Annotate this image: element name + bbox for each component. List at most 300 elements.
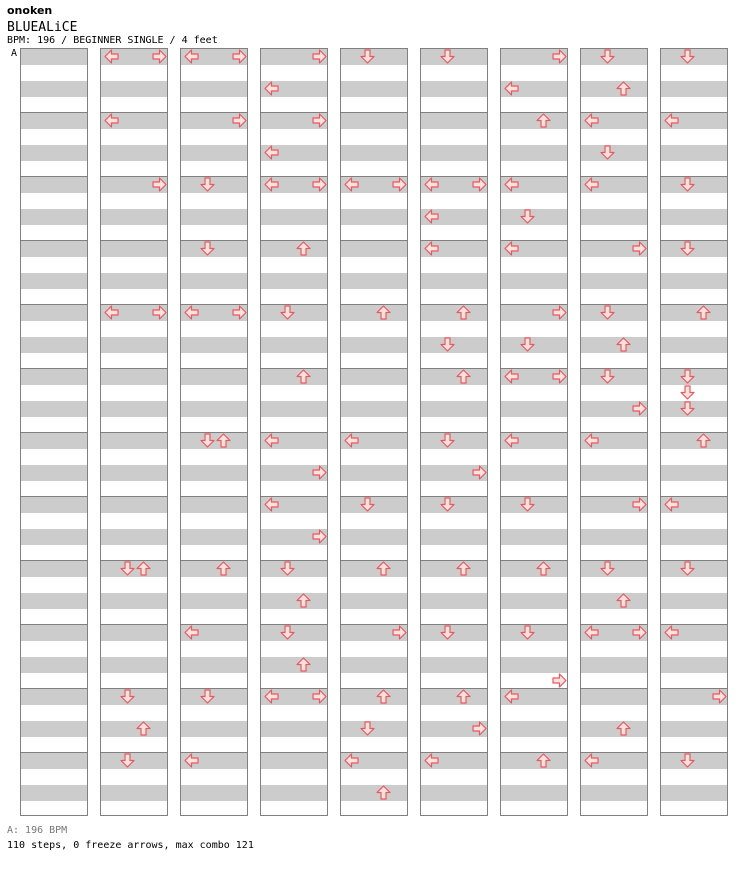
step-arrow-up-icon — [616, 81, 631, 96]
step-arrow-down-icon — [680, 753, 695, 768]
step-arrow-down-icon — [440, 497, 455, 512]
step-arrow-right-icon — [552, 369, 567, 384]
beat-band — [21, 625, 88, 641]
beat-band — [421, 145, 488, 161]
beat-band — [341, 785, 408, 801]
step-arrow-left-icon — [504, 241, 519, 256]
step-arrow-right-icon — [152, 177, 167, 192]
step-arrow-up-icon — [616, 593, 631, 608]
measure-line — [661, 304, 728, 305]
measure-line — [421, 112, 488, 113]
step-arrow-right-icon — [312, 529, 327, 544]
measure-line — [501, 752, 568, 753]
beat-band — [181, 145, 248, 161]
step-arrow-left-icon — [424, 209, 439, 224]
step-arrow-right-icon — [472, 721, 487, 736]
measure-line — [101, 432, 168, 433]
step-arrow-left-icon — [264, 433, 279, 448]
step-arrow-down-icon — [280, 561, 295, 576]
beat-band — [101, 145, 168, 161]
beat-band — [581, 657, 648, 673]
beat-band — [181, 657, 248, 673]
beat-band — [581, 529, 648, 545]
beat-band — [341, 81, 408, 97]
chart-column — [20, 48, 88, 816]
step-arrow-up-icon — [136, 561, 151, 576]
beat-band — [341, 369, 408, 385]
step-arrow-left-icon — [664, 113, 679, 128]
measure-line — [421, 688, 488, 689]
beat-band — [421, 689, 488, 705]
beat-band — [261, 369, 328, 385]
beat-band — [101, 785, 168, 801]
beat-band — [101, 433, 168, 449]
step-arrow-left-icon — [344, 433, 359, 448]
beat-band — [21, 401, 88, 417]
step-arrow-left-icon — [584, 753, 599, 768]
step-arrow-right-icon — [232, 305, 247, 320]
beat-band — [421, 113, 488, 129]
beat-band — [181, 529, 248, 545]
step-arrow-right-icon — [632, 241, 647, 256]
step-arrow-up-icon — [456, 305, 471, 320]
step-arrow-right-icon — [312, 49, 327, 64]
beat-band — [341, 241, 408, 257]
measure-line — [21, 432, 88, 433]
step-arrow-left-icon — [424, 177, 439, 192]
beat-band — [341, 657, 408, 673]
beat-band — [21, 529, 88, 545]
step-arrow-left-icon — [264, 689, 279, 704]
beat-band — [21, 561, 88, 577]
beat-band — [661, 465, 728, 481]
step-arrow-left-icon — [584, 177, 599, 192]
measure-line — [501, 560, 568, 561]
chart-info: BPM: 196 / BEGINNER SINGLE / 4 feet — [7, 35, 218, 46]
step-arrow-up-icon — [376, 785, 391, 800]
beat-band — [661, 337, 728, 353]
beat-band — [101, 593, 168, 609]
step-arrow-down-icon — [520, 209, 535, 224]
step-arrow-left-icon — [424, 753, 439, 768]
measure-line — [21, 624, 88, 625]
step-arrow-left-icon — [344, 753, 359, 768]
beat-band — [341, 593, 408, 609]
beat-band — [21, 721, 88, 737]
step-arrow-right-icon — [632, 497, 647, 512]
beat-band — [341, 113, 408, 129]
step-arrow-up-icon — [376, 689, 391, 704]
beat-band — [21, 433, 88, 449]
measure-line — [421, 304, 488, 305]
step-arrow-left-icon — [344, 177, 359, 192]
step-arrow-up-icon — [296, 657, 311, 672]
beat-band — [21, 689, 88, 705]
beat-band — [261, 241, 328, 257]
step-arrow-down-icon — [120, 689, 135, 704]
step-arrow-left-icon — [584, 433, 599, 448]
beat-band — [21, 177, 88, 193]
beat-band — [21, 369, 88, 385]
beat-band — [421, 561, 488, 577]
beat-band — [661, 209, 728, 225]
step-arrow-left-icon — [504, 369, 519, 384]
measure-line — [421, 560, 488, 561]
beat-band — [581, 593, 648, 609]
measure-line — [421, 368, 488, 369]
measure-line — [261, 240, 328, 241]
step-arrow-right-icon — [552, 673, 567, 688]
step-arrow-down-icon — [440, 433, 455, 448]
step-arrow-up-icon — [616, 337, 631, 352]
step-arrow-left-icon — [264, 145, 279, 160]
chart-column — [420, 48, 488, 816]
measure-line — [21, 240, 88, 241]
beat-band — [341, 689, 408, 705]
chart-column — [500, 48, 568, 816]
beat-band — [501, 657, 568, 673]
beat-band — [501, 785, 568, 801]
step-arrow-left-icon — [184, 753, 199, 768]
measure-line — [101, 624, 168, 625]
beat-band — [261, 593, 328, 609]
measure-line — [101, 368, 168, 369]
beat-band — [421, 305, 488, 321]
beat-band — [661, 273, 728, 289]
step-arrow-up-icon — [296, 593, 311, 608]
beat-band — [421, 529, 488, 545]
step-arrow-down-icon — [600, 145, 615, 160]
chart-column — [340, 48, 408, 816]
beat-band — [181, 561, 248, 577]
beat-band — [261, 209, 328, 225]
beat-band — [181, 209, 248, 225]
beat-band — [181, 81, 248, 97]
step-arrow-down-icon — [360, 49, 375, 64]
beat-band — [581, 721, 648, 737]
step-arrow-up-icon — [696, 305, 711, 320]
step-arrow-right-icon — [312, 177, 327, 192]
beat-band — [501, 273, 568, 289]
step-arrow-down-icon — [440, 625, 455, 640]
step-arrow-left-icon — [504, 689, 519, 704]
beat-band — [21, 113, 88, 129]
chart-column — [100, 48, 168, 816]
step-arrow-right-icon — [632, 625, 647, 640]
bpm-legend: A: 196 BPM — [7, 825, 68, 836]
measure-line — [101, 496, 168, 497]
measure-line — [261, 368, 328, 369]
measure-line — [21, 304, 88, 305]
step-arrow-left-icon — [504, 177, 519, 192]
step-arrow-right-icon — [472, 177, 487, 192]
beat-band — [341, 465, 408, 481]
step-arrow-down-icon — [280, 625, 295, 640]
beat-band — [101, 369, 168, 385]
step-arrow-down-icon — [200, 689, 215, 704]
beat-band — [181, 273, 248, 289]
beat-band — [181, 721, 248, 737]
measure-line — [341, 688, 408, 689]
step-arrow-right-icon — [712, 689, 727, 704]
measure-line — [21, 496, 88, 497]
beat-band — [661, 593, 728, 609]
measure-line — [341, 368, 408, 369]
beat-band — [21, 497, 88, 513]
beat-band — [261, 337, 328, 353]
beat-band — [261, 753, 328, 769]
bpm-marker: A — [11, 48, 18, 59]
step-arrow-down-icon — [120, 753, 135, 768]
step-arrow-right-icon — [232, 49, 247, 64]
step-arrow-down-icon — [680, 49, 695, 64]
step-arrow-right-icon — [232, 113, 247, 128]
beat-band — [501, 593, 568, 609]
beat-band — [501, 529, 568, 545]
step-arrow-left-icon — [184, 49, 199, 64]
step-arrow-up-icon — [696, 433, 711, 448]
measure-line — [341, 112, 408, 113]
beat-band — [181, 593, 248, 609]
measure-line — [101, 240, 168, 241]
step-arrow-right-icon — [312, 689, 327, 704]
beat-band — [341, 305, 408, 321]
beat-band — [21, 593, 88, 609]
step-arrow-up-icon — [456, 369, 471, 384]
measure-line — [21, 560, 88, 561]
step-arrow-left-icon — [264, 81, 279, 96]
beat-band — [21, 81, 88, 97]
beat-band — [101, 497, 168, 513]
beat-band — [661, 81, 728, 97]
step-arrow-left-icon — [664, 497, 679, 512]
step-arrow-down-icon — [520, 625, 535, 640]
beat-band — [21, 209, 88, 225]
beat-band — [501, 465, 568, 481]
step-arrow-down-icon — [680, 385, 695, 400]
beat-band — [421, 81, 488, 97]
beat-band — [21, 145, 88, 161]
beat-band — [341, 273, 408, 289]
step-arrow-down-icon — [440, 49, 455, 64]
measure-line — [181, 560, 248, 561]
beat-band — [101, 81, 168, 97]
beat-band — [261, 721, 328, 737]
step-arrow-left-icon — [104, 113, 119, 128]
step-arrow-right-icon — [152, 305, 167, 320]
measure-line — [341, 304, 408, 305]
beat-band — [21, 785, 88, 801]
step-arrow-up-icon — [296, 369, 311, 384]
step-arrow-up-icon — [216, 561, 231, 576]
step-arrow-down-icon — [360, 497, 375, 512]
step-arrow-left-icon — [104, 305, 119, 320]
step-arrow-left-icon — [584, 113, 599, 128]
beat-band — [261, 657, 328, 673]
beat-band — [181, 369, 248, 385]
step-arrow-up-icon — [136, 721, 151, 736]
step-arrow-down-icon — [600, 49, 615, 64]
step-arrow-down-icon — [520, 337, 535, 352]
step-arrow-down-icon — [680, 177, 695, 192]
beat-band — [421, 657, 488, 673]
beat-band — [101, 529, 168, 545]
beat-band — [581, 81, 648, 97]
step-arrow-right-icon — [552, 49, 567, 64]
step-arrow-right-icon — [312, 113, 327, 128]
measure-line — [261, 752, 328, 753]
step-arrow-right-icon — [152, 49, 167, 64]
beat-band — [261, 401, 328, 417]
chart-stats: 110 steps, 0 freeze arrows, max combo 121 — [7, 840, 254, 851]
beat-band — [661, 657, 728, 673]
measure-line — [21, 368, 88, 369]
beat-band — [581, 785, 648, 801]
step-arrow-up-icon — [296, 241, 311, 256]
beat-band — [181, 337, 248, 353]
step-arrow-left-icon — [504, 81, 519, 96]
measure-line — [581, 688, 648, 689]
measure-line — [21, 112, 88, 113]
beat-band — [581, 689, 648, 705]
measure-line — [341, 240, 408, 241]
beat-band — [341, 561, 408, 577]
beat-band — [21, 753, 88, 769]
measure-line — [21, 688, 88, 689]
step-arrow-up-icon — [456, 689, 471, 704]
step-arrow-left-icon — [184, 305, 199, 320]
step-arrow-up-icon — [376, 561, 391, 576]
step-arrow-left-icon — [504, 433, 519, 448]
step-arrow-left-icon — [264, 177, 279, 192]
chart-column — [580, 48, 648, 816]
step-arrow-down-icon — [120, 561, 135, 576]
measure-line — [341, 560, 408, 561]
chart-column — [660, 48, 728, 816]
beat-band — [101, 209, 168, 225]
step-arrow-up-icon — [536, 113, 551, 128]
step-arrow-down-icon — [200, 241, 215, 256]
measure-line — [181, 496, 248, 497]
beat-band — [181, 785, 248, 801]
beat-band — [341, 145, 408, 161]
measure-line — [21, 176, 88, 177]
step-arrow-right-icon — [472, 465, 487, 480]
beat-band — [261, 785, 328, 801]
beat-band — [501, 561, 568, 577]
beat-band — [261, 273, 328, 289]
step-arrow-down-icon — [600, 369, 615, 384]
step-arrow-down-icon — [680, 401, 695, 416]
step-arrow-right-icon — [392, 625, 407, 640]
beat-band — [661, 433, 728, 449]
beat-band — [101, 401, 168, 417]
beat-band — [501, 721, 568, 737]
beat-band — [581, 337, 648, 353]
beat-band — [581, 273, 648, 289]
beat-band — [421, 401, 488, 417]
step-arrow-left-icon — [184, 625, 199, 640]
step-arrow-down-icon — [600, 305, 615, 320]
song-title: BLUEALiCE — [7, 20, 78, 35]
step-arrow-left-icon — [264, 497, 279, 512]
artist-name: onoken — [7, 4, 53, 17]
step-arrow-down-icon — [680, 369, 695, 384]
step-arrow-up-icon — [536, 561, 551, 576]
measure-line — [501, 112, 568, 113]
beat-band — [101, 657, 168, 673]
step-arrow-right-icon — [312, 465, 327, 480]
beat-band — [501, 113, 568, 129]
beat-band — [421, 369, 488, 385]
beat-band — [581, 209, 648, 225]
beat-band — [101, 625, 168, 641]
beat-band — [421, 785, 488, 801]
step-arrow-down-icon — [680, 241, 695, 256]
chart-column — [180, 48, 248, 816]
beat-band — [421, 273, 488, 289]
step-arrow-left-icon — [424, 241, 439, 256]
beat-band — [21, 465, 88, 481]
measure-line — [661, 432, 728, 433]
beat-band — [661, 785, 728, 801]
beat-band — [101, 465, 168, 481]
beat-band — [21, 657, 88, 673]
step-arrow-up-icon — [376, 305, 391, 320]
beat-band — [661, 529, 728, 545]
beat-band — [21, 337, 88, 353]
measure-line — [21, 752, 88, 753]
step-arrow-right-icon — [632, 401, 647, 416]
beat-band — [21, 49, 88, 65]
beat-band — [341, 337, 408, 353]
beat-band — [501, 401, 568, 417]
beat-band — [101, 337, 168, 353]
beat-band — [341, 529, 408, 545]
beat-band — [661, 145, 728, 161]
beat-band — [181, 465, 248, 481]
step-arrow-down-icon — [200, 177, 215, 192]
step-arrow-up-icon — [616, 721, 631, 736]
beat-band — [181, 497, 248, 513]
beat-band — [501, 145, 568, 161]
step-arrow-down-icon — [200, 433, 215, 448]
step-arrow-down-icon — [360, 721, 375, 736]
step-arrow-left-icon — [664, 625, 679, 640]
step-arrow-up-icon — [456, 561, 471, 576]
step-arrow-right-icon — [392, 177, 407, 192]
beat-band — [21, 305, 88, 321]
beat-band — [101, 273, 168, 289]
step-arrow-down-icon — [680, 561, 695, 576]
beat-band — [101, 241, 168, 257]
beat-band — [581, 465, 648, 481]
beat-band — [341, 401, 408, 417]
step-arrow-down-icon — [520, 497, 535, 512]
beat-band — [101, 721, 168, 737]
beat-band — [501, 753, 568, 769]
measure-line — [181, 368, 248, 369]
beat-band — [21, 241, 88, 257]
beat-band — [421, 593, 488, 609]
beat-band — [661, 721, 728, 737]
step-arrow-down-icon — [280, 305, 295, 320]
step-arrow-up-icon — [536, 753, 551, 768]
chart-column — [260, 48, 328, 816]
step-arrow-left-icon — [104, 49, 119, 64]
step-arrow-right-icon — [552, 305, 567, 320]
step-arrow-down-icon — [600, 561, 615, 576]
